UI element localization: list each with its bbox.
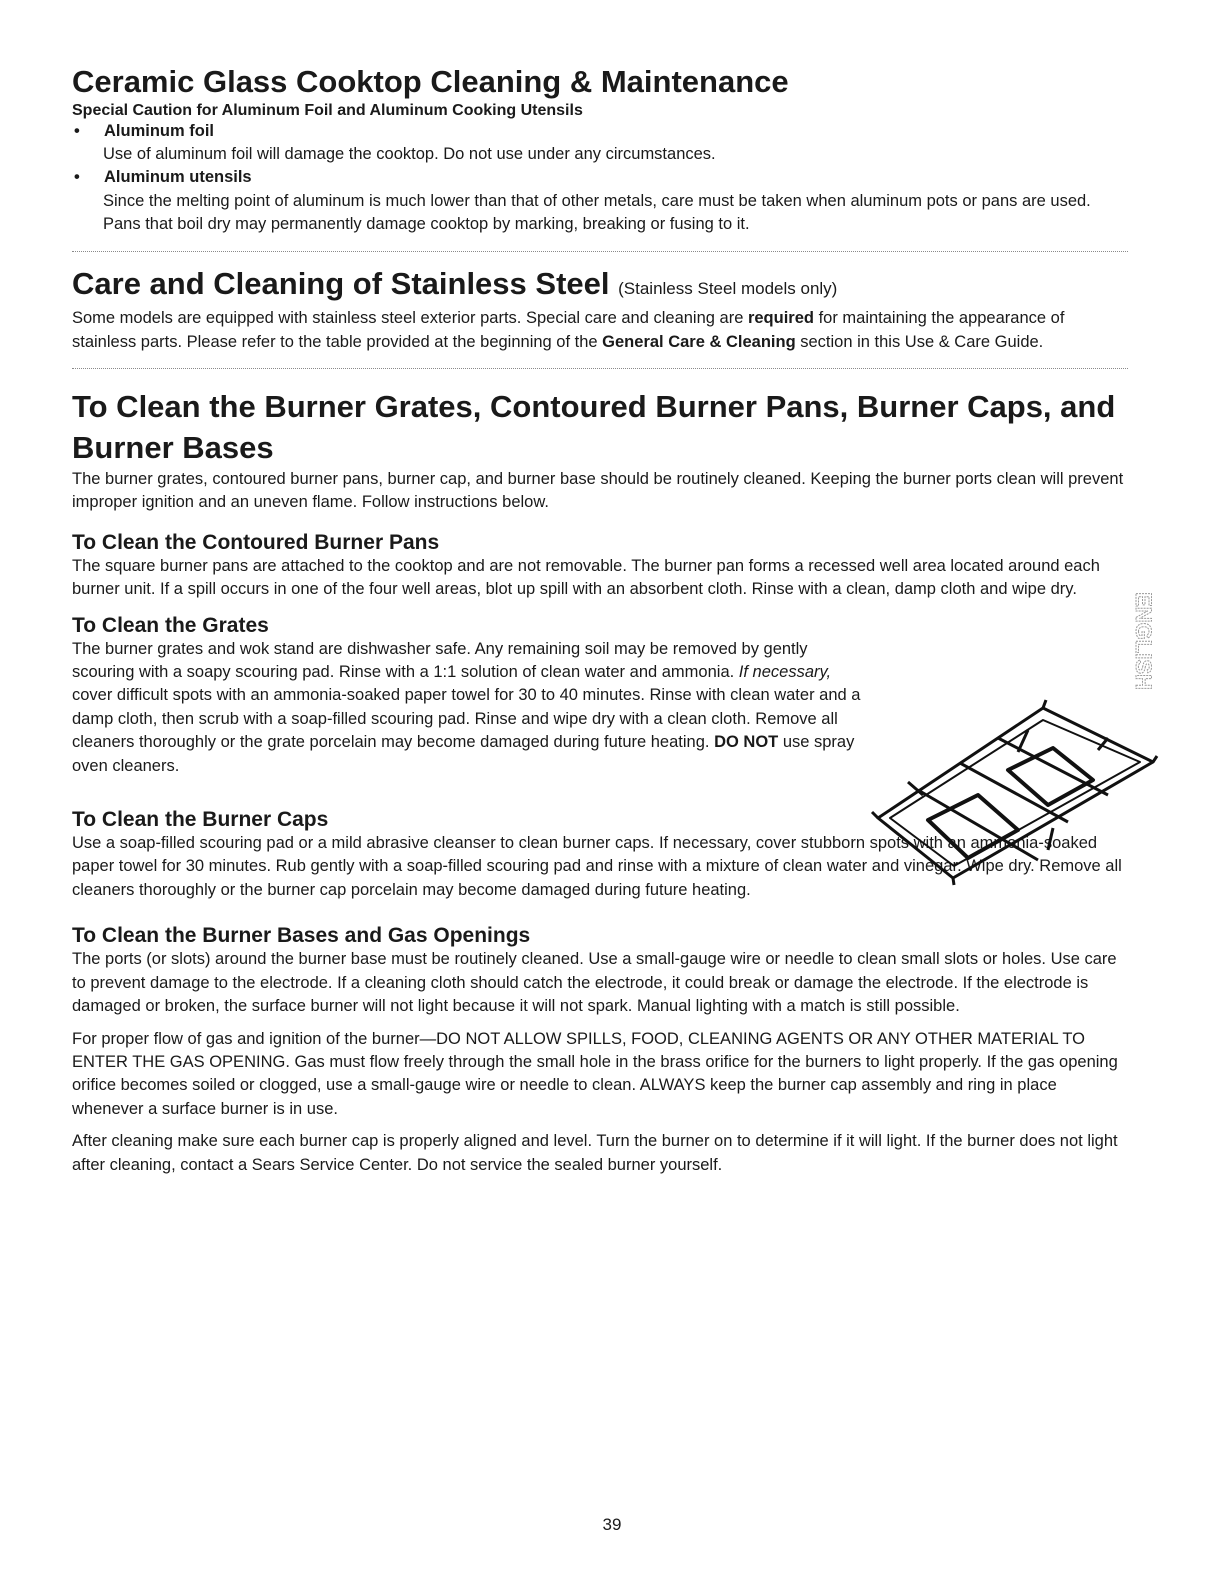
divider: [72, 368, 1128, 369]
burner-grate-icon: [868, 700, 1158, 885]
text-contoured-pans: The square burner pans are attached to the cooktop and are not removable. The burner pan forms a recessed well area located around each burner unit. If a spill occurs in one of the four well areas, blot up spill with an absorbent cloth. Rinse with a clean, damp cloth and wipe dry.: [72, 556, 1100, 599]
heading-contoured-pans: To Clean the Contoured Burner Pans: [72, 530, 440, 554]
section-burner-intro: The burner grates, contoured burner pans, burner cap, and burner base should be routinely cleaned. Keeping the burner ports clean will prevent improper ignition and an uneven flame. Follow instructions below.: [72, 469, 1124, 512]
text-grates: The burner grates and wok stand are dishwasher safe. Any remaining soil may be removed by gently scouring with a soapy scouring pad. Rinse with a 1:1 solution of clean water and ammonia. If necessary, cover difficult spots with an ammonia-soaked paper towel for 30 to 40 minutes. Rinse with clean water and a damp cloth, then scrub with a soap-filled scouring pad. Rinse and wipe dry with a clean cloth. Remove all cleaners thoroughly or the grate porcelain may become damaged during future heating. DO NOT use spray oven cleaners.: [72, 639, 861, 775]
heading-grates: To Clean the Grates: [72, 613, 269, 637]
bullet-icon: •: [74, 168, 80, 187]
text-burner-caps: Use a soap-filled scouring pad or a mild abrasive cleanser to clean burner caps. If necessary, cover stubborn spots with an ammonia-soaked paper towel for 30 minutes. Rub gently with a soap-filled scouring pad and rinse with a mixture of clean water and vinegar. Wipe dry. Remove all cleaners thoroughly or the burner cap porcelain may become damaged during future heating.: [72, 834, 1122, 899]
section-ceramic-title: Ceramic Glass Cooktop Cleaning & Maintenance: [72, 64, 789, 99]
bullet-aluminum-foil-text: Use of aluminum foil will damage the cooktop. Do not use under any circumstances.: [103, 145, 716, 164]
divider: [72, 251, 1128, 252]
heading-burner-bases: To Clean the Burner Bases and Gas Openings: [72, 924, 531, 948]
side-tab-english-graphic: [1125, 566, 1156, 716]
section-stainless-text: Some models are equipped with stainless steel exterior parts. Special care and cleaning are required for maintaining the appearance of stainless parts. Please refer to the table provided at the beginning of the General Care & Cleaning section in this Use & Care Guide.: [72, 309, 1065, 351]
page-content: [72, 64, 1128, 1177]
section-burner-title: To Clean the Burner Grates, Contoured Burner Pans, Burner Caps, and Burner Bases: [72, 389, 1116, 465]
text-burner-bases-2: For proper flow of gas and ignition of the burner—DO NOT ALLOW SPILLS, FOOD, CLEANING AGENTS OR ANY OTHER MATERIAL TO ENTER THE GAS OPENING. Gas must flow freely through the small hole in the brass orifice for the burners to light properly. If the gas opening orifice becomes soiled or clogged, use a small-gauge wire or needle to clean. ALWAYS keep the burner cap assembly and ring in place whenever a surface burner is in use.: [72, 1029, 1118, 1118]
bullet-aluminum-utensils: • Aluminum utensils: [72, 166, 1128, 189]
svg-text:ENGLISH: ENGLISH: [1131, 592, 1156, 690]
text-burner-bases-1: The ports (or slots) around the burner base must be routinely cleaned. Use a small-gauge wire or needle to clean small slots or holes. Use care to prevent damage to the electrode. If a cleaning cloth should catch the electrode, it could break or damage the electrode. If the electrode is damaged or broken, the surface burner will not light because it will not spark. Manual lighting with a match is still possible.: [72, 950, 1117, 1016]
bullet-aluminum-utensils-text: Since the melting point of aluminum is much lower than that of other metals, care must be taken when aluminum pots or pans are used. Pans that boil dry may permanently damage cooktop by marking, breaking or fusing to it.: [103, 191, 1091, 234]
heading-burner-caps: To Clean the Burner Caps: [72, 808, 329, 832]
section-stainless-title: Care and Cleaning of Stainless Steel (Stainless Steel models only): [72, 265, 838, 301]
burner-grate-illustration: [868, 700, 1158, 885]
page-number: 39: [602, 1515, 622, 1534]
text-burner-bases-3: After cleaning make sure each burner cap is properly aligned and level. Turn the burner on to determine if it will light. If the burner does not light after cleaning, contact a Sears Service Center. Do not service the sealed burner yourself.: [72, 1132, 1118, 1174]
bullet-aluminum-foil: • Aluminum foil: [72, 120, 1128, 143]
bullet-icon: •: [74, 121, 80, 140]
section-ceramic-subtitle: Special Caution for Aluminum Foil and Aluminum Cooking Utensils: [72, 101, 583, 119]
side-tab-english: [1125, 566, 1156, 716]
section-stainless-note: (Stainless Steel models only): [618, 278, 838, 298]
